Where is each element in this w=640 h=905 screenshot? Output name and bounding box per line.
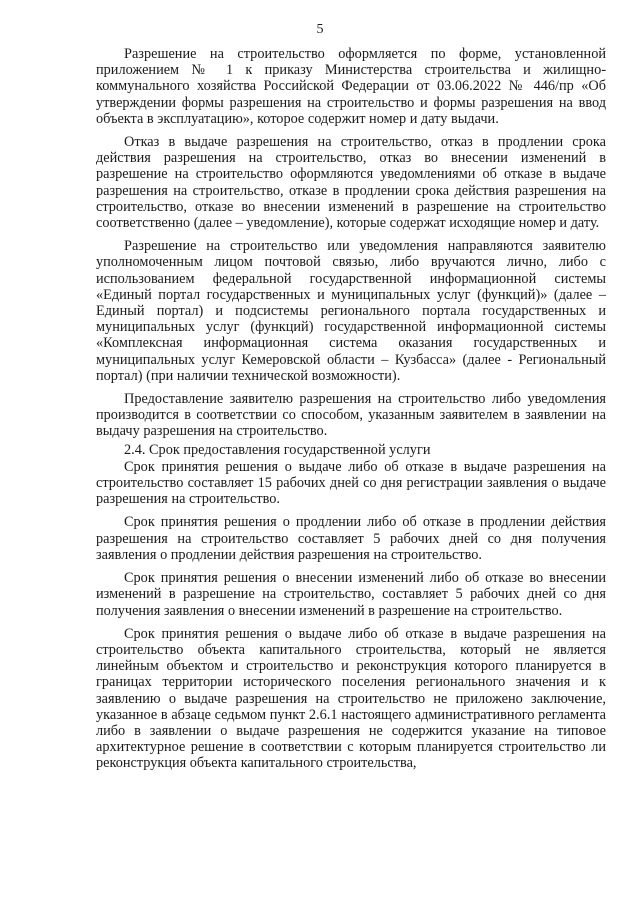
page-number: 5 (316, 22, 324, 37)
paragraph-historic-settlement-term: Срок принятия решения о выдаче либо об отказе в выдаче разрешения на строительство объекта капитального строительства, который не является линейным объектом и строительство и реконструкция которого планируется в границах территории исторического поселения регионального значения и к заявлению о выдаче разрешения на строительство не приложено заключение, указанное в абзаце седьмом пункт 2.6.1 настоящего административного регламента либо в заявлении о выдаче разрешения не содержится указание на типовое архитектурное решение в соответствии с которым планируется строительство ли реконструкция объекта капитального строительства, (96, 625, 606, 772)
paragraph-amendment-term: Срок принятия решения о внесении изменений либо об отказе во внесении изменений в разрешение на строительство, составляет 5 рабочих дней со дня получения заявления о внесении изменений в разрешение на строительство. (96, 570, 606, 619)
section-heading-2-4: 2.4. Срок предоставления государственной услуги (124, 441, 431, 458)
paragraph-provision-method: Предоставление заявителю разрешения на строительство либо уведомления производится в соответствии со способом, указанным заявителем в заявлении на выдачу разрешения на строительство. (96, 391, 606, 440)
document-body (96, 46, 606, 779)
paragraph-issue-term: Срок принятия решения о выдаче либо об отказе в выдаче разрешения на строительство составляет 15 рабочих дней со дня регистрации заявления о выдаче разрешения на строительство. (96, 458, 606, 508)
paragraph-permit-form: Разрешение на строительство оформляется по форме, установленной приложением № 1 к приказу Министерства строительства и жилищно-коммунального хозяйства Российской Федерации от 03.06.2022 № 446/пр «Об утверждении формы разрешения на строительство и формы разрешения на ввод объекта в эксплуатацию», которое содержит номер и дату выдачи. (96, 46, 606, 127)
paragraph-refusal-notices: Отказ в выдаче разрешения на строительство, отказ в продлении срока действия разрешения на строительство, отказ во внесении изменений в разрешение на строительство оформляются уведомлениями об отказе в выдаче разрешения на строительство, отказе в продлении срока действия разрешения на строительство, отказе во внесении изменений в разрешение на строительство соответственно (далее – уведомление), которые содержат исходящие номер и дату. (96, 134, 606, 232)
paragraph-extension-term: Срок принятия решения о продлении либо об отказе в продлении действия разрешения на строительство составляет 5 рабочих дней со дня получения заявления о продлении действия разрешения на строительство. (96, 514, 606, 563)
paragraph-delivery-methods: Разрешение на строительство или уведомления направляются заявителю уполномоченным лицом почтовой связью, либо вручаются лично, либо с использованием федеральной государственной информационной системы «Единый портал государственных и муниципальных услуг (функций)» (далее – Единый портал) и подсистемы регионального портала государственных и муниципальных услуг (функций) государственной информационной системы «Комплексная информационная система оказания государственных и муниципальных услуг Кемеровской области – Кузбасса» (далее - Региональный портал) (при наличии технической возможности). (96, 238, 606, 384)
